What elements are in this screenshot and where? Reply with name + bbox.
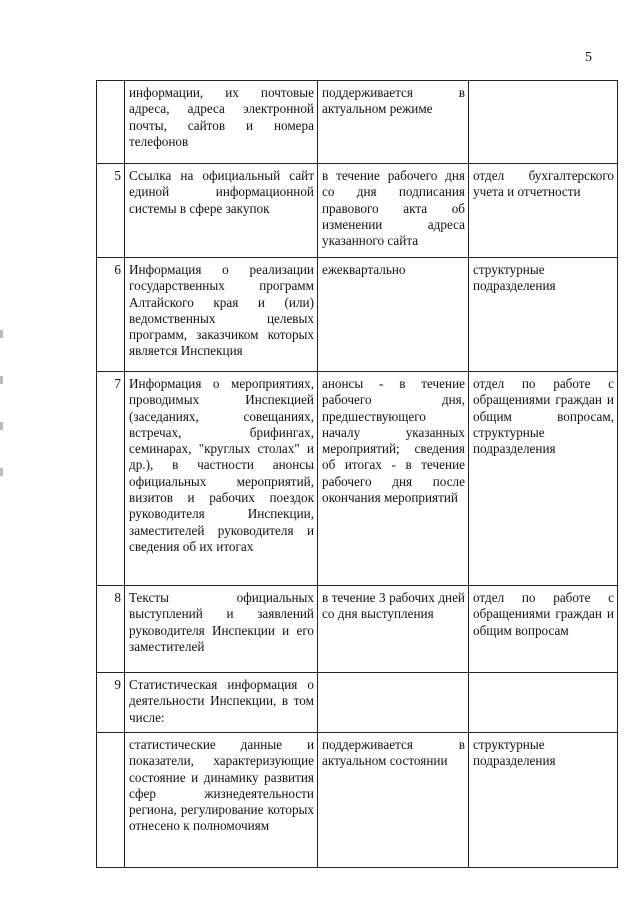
binding-mark	[0, 468, 3, 476]
table-row	[97, 733, 618, 868]
info-name: Информация о мероприятиях, проводимых Инспекцией (заседаниях, совещаниях, встречах, брифингах, семинарах, "круглых столах" и др.), в частности анонсы официальных мероприятий, визитов и рабочих поездок руководителя Инспекции, заместителей руководителя и сведения об их итогах	[125, 372, 318, 586]
info-responsible: отдел по работе с обращениями граждан и общим вопросам, структурные подразделения	[469, 372, 618, 586]
table-row	[97, 164, 618, 258]
row-number: 7	[97, 372, 125, 586]
info-responsible: структурные подразделения	[469, 733, 618, 868]
table-row	[97, 673, 618, 733]
table-row	[97, 372, 618, 586]
table-row	[97, 81, 618, 164]
info-term: поддерживается в актуальном состоянии	[318, 733, 469, 868]
table-row	[97, 586, 618, 673]
info-table	[96, 80, 618, 868]
info-responsible	[469, 673, 618, 733]
row-number: 9	[97, 673, 125, 733]
info-responsible	[469, 81, 618, 164]
info-term: в течение 3 рабочих дней со дня выступления	[318, 586, 469, 673]
binding-mark	[0, 330, 3, 338]
info-term	[318, 673, 469, 733]
info-responsible: отдел бухгалтерского учета и отчетности	[469, 164, 618, 258]
row-number: 5	[97, 164, 125, 258]
info-name: статистические данные и показатели, характеризующие состояние и динамику развития сфер жизнедеятельности региона, регулирование которых отнесено к полномочиям	[125, 733, 318, 868]
info-name: Тексты официальных выступлений и заявлений руководителя Инспекции и его заместителей	[125, 586, 318, 673]
binding-mark	[0, 422, 3, 430]
info-name: Ссылка на официальный сайт единой информационной системы в сфере закупок	[125, 164, 318, 258]
info-term: анонсы - в течение рабочего дня, предшествующего началу указанных мероприятий; сведения об итогах - в течение рабочего дня после окончания мероприятий	[318, 372, 469, 586]
row-number	[97, 81, 125, 164]
info-term: поддерживается в актуальном режиме	[318, 81, 469, 164]
binding-mark	[0, 376, 3, 384]
info-name: информации, их почтовые адреса, адреса электронной почты, сайтов и номера телефонов	[125, 81, 318, 164]
info-term: в течение рабочего дня со дня подписания правового акта об изменении адреса указанного сайта	[318, 164, 469, 258]
page-number: 5	[585, 50, 592, 65]
binding-marks	[0, 330, 10, 514]
info-responsible: отдел по работе с обращениями граждан и общим вопросам	[469, 586, 618, 673]
row-number: 8	[97, 586, 125, 673]
info-name: Информация о реализации государственных программ Алтайского края и (или) ведомственных целевых программ, заказчиком которых является Инспекция	[125, 258, 318, 372]
row-number: 6	[97, 258, 125, 372]
table-row	[97, 258, 618, 372]
info-term: ежеквартально	[318, 258, 469, 372]
info-name: Статистическая информация о деятельности Инспекции, в том числе:	[125, 673, 318, 733]
info-responsible: структурные подразделения	[469, 258, 618, 372]
row-number	[97, 733, 125, 868]
